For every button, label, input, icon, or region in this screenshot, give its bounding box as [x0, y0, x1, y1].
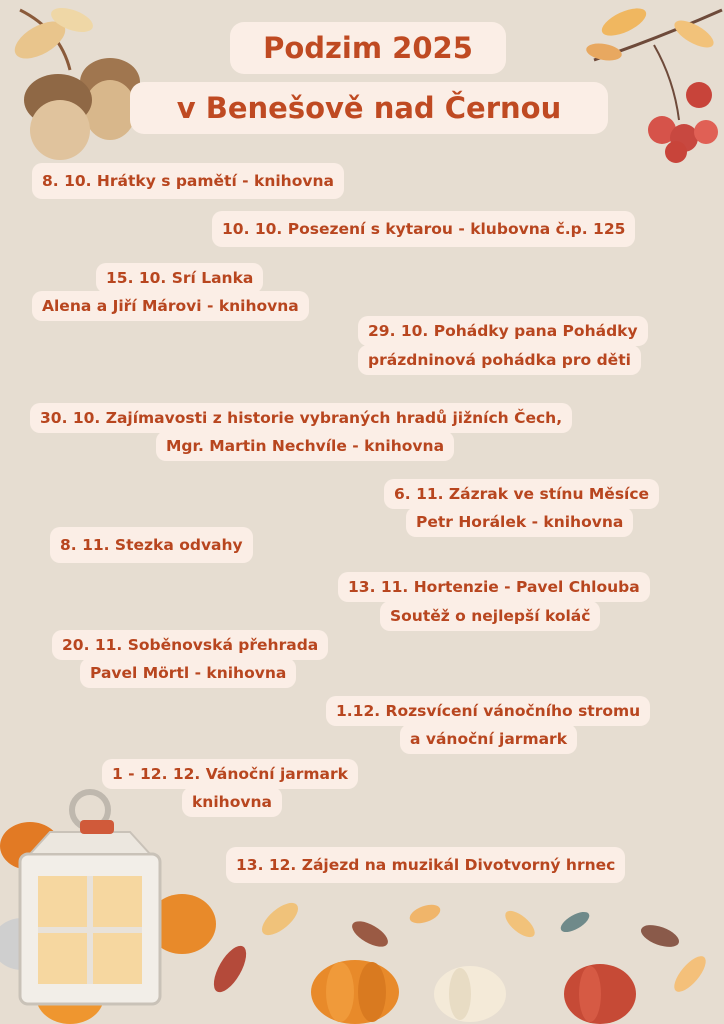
- event-line: 30. 10. Zajímavosti z historie vybraných hradů jižních Čech,: [40, 409, 563, 427]
- event-line: Petr Horálek - knihovna: [416, 513, 624, 531]
- poster-title-line1: Podzim 2025: [230, 22, 506, 74]
- event-item: [32, 163, 344, 199]
- event-line: Alena a Jiří Márovi - knihovna: [42, 297, 299, 315]
- event-item: [406, 507, 633, 537]
- event-item: [212, 211, 635, 247]
- poster-title-line2: v Benešově nad Černou: [130, 82, 608, 134]
- event-line: 29. 10. Pohádky pana Pohádky: [368, 322, 638, 340]
- event-item: [96, 263, 263, 293]
- event-item: [156, 431, 454, 461]
- event-item: [102, 759, 358, 789]
- event-line: 1.12. Rozsvícení vánočního stromu: [336, 702, 641, 720]
- event-line: 13. 11. Hortenzie - Pavel Chlouba: [348, 578, 640, 596]
- event-item: [380, 601, 600, 631]
- event-item: [400, 724, 577, 754]
- event-line: a vánoční jarmark: [410, 730, 568, 748]
- event-line: Mgr. Martin Nechvíle - knihovna: [166, 437, 445, 455]
- event-item: [358, 316, 648, 346]
- event-item: [182, 787, 282, 817]
- event-item: [358, 345, 641, 375]
- event-item: [52, 630, 328, 660]
- event-line: 1 - 12. 12. Vánoční jarmark: [112, 765, 348, 783]
- event-item: [384, 479, 659, 509]
- event-line: prázdninová pohádka pro děti: [368, 351, 631, 369]
- autumn-bottom-decoration: [0, 784, 724, 1024]
- event-item: [326, 696, 650, 726]
- event-line: knihovna: [192, 793, 272, 811]
- event-line: 20. 11. Soběnovská přehrada: [62, 636, 319, 654]
- event-item: [338, 572, 650, 602]
- event-item: [32, 291, 309, 321]
- event-item: [226, 847, 625, 883]
- event-line: 10. 10. Posezení s kytarou - klubovna č.p. 125: [222, 220, 626, 238]
- event-line: 15. 10. Srí Lanka: [106, 269, 254, 287]
- event-line: 8. 11. Stezka odvahy: [60, 536, 243, 554]
- event-item: [80, 658, 296, 688]
- berries-branch-decoration: [584, 0, 724, 170]
- event-item: [30, 403, 572, 433]
- event-line: Soutěž o nejlepší koláč: [390, 607, 591, 625]
- event-item: [50, 527, 253, 563]
- event-line: 6. 11. Zázrak ve stínu Měsíce: [394, 485, 650, 503]
- event-line: Pavel Mörtl - knihovna: [90, 664, 287, 682]
- event-line: 13. 12. Zájezd na muzikál Divotvorný hrnec: [236, 856, 616, 874]
- event-line: 8. 10. Hrátky s pamětí - knihovna: [42, 172, 334, 190]
